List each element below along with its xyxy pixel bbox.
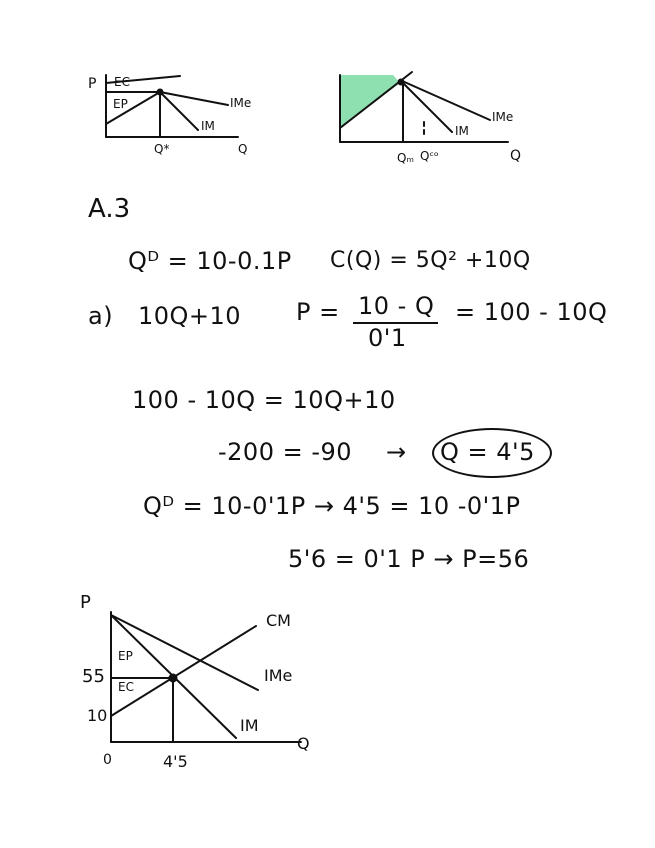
bottom-cm-label: CM — [266, 611, 291, 630]
step-solve: -200 = -90 — [218, 438, 353, 466]
bottom-y-axis-label: P — [80, 592, 91, 613]
price-denominator: 0'1 — [368, 324, 407, 352]
cost-equation: C(Q) = 5Q² +10Q — [330, 248, 531, 273]
bottom-im-label: IM — [240, 716, 259, 735]
bottom-ep-label: EP — [118, 649, 133, 663]
quantity-result: Q = 4'5 — [440, 438, 535, 466]
top-left-qstar-label: Q* — [154, 142, 170, 156]
top-left-img-label: IMe — [230, 96, 252, 110]
part-a-label: a) — [88, 302, 114, 330]
bottom-equilibrium-dot — [170, 675, 177, 682]
top-left-equilibrium-dot — [158, 90, 163, 95]
marginal-cost-expression: 10Q+10 — [138, 302, 242, 330]
step-equate: 100 - 10Q = 10Q+10 — [132, 386, 396, 414]
top-right-im-label: IM — [455, 124, 469, 138]
section-heading: A.3 — [88, 194, 131, 224]
bottom-img-label: IMe — [264, 666, 293, 685]
top-right-qm-label: Qₘ — [397, 151, 414, 165]
top-right-im-line — [400, 80, 452, 132]
bottom-price-10-label: 10 — [87, 706, 108, 725]
bottom-origin-label: 0 — [103, 752, 112, 768]
top-right-equilibrium-dot — [399, 80, 404, 85]
bottom-cm-line — [111, 626, 256, 716]
top-left-x-axis-label: Q — [238, 142, 248, 156]
top-right-img-line — [400, 80, 490, 120]
bottom-quantity-label: 4'5 — [163, 752, 188, 771]
price-lhs: P = — [296, 298, 340, 326]
top-left-y-axis-label: P — [88, 76, 97, 92]
top-left-ec-label: EC — [114, 75, 130, 89]
bottom-ec-label: EC — [118, 680, 134, 694]
price-rhs: = 100 - 10Q — [455, 298, 608, 326]
top-left-ep-label: EP — [113, 97, 128, 111]
top-right-x-axis-label: Q — [510, 148, 522, 164]
bottom-price-55-label: 55 — [82, 666, 105, 687]
step-demand-substitution: Qᴰ = 10-0'1P → 4'5 = 10 -0'1P — [143, 492, 521, 520]
bottom-x-axis-label: Q — [297, 734, 310, 753]
price-numerator: 10 - Q — [358, 292, 435, 320]
top-right-qco-label: Qᶜᵒ — [420, 149, 439, 163]
demand-equation: Qᴰ = 10-0.1P — [128, 247, 292, 275]
top-left-im-label: IM — [201, 119, 215, 133]
top-right-chart — [340, 72, 508, 142]
top-right-img-label: IMe — [492, 110, 514, 124]
step-arrow: → — [386, 438, 407, 466]
step-price-result: 5'6 = 0'1 P → P=56 — [288, 545, 530, 573]
